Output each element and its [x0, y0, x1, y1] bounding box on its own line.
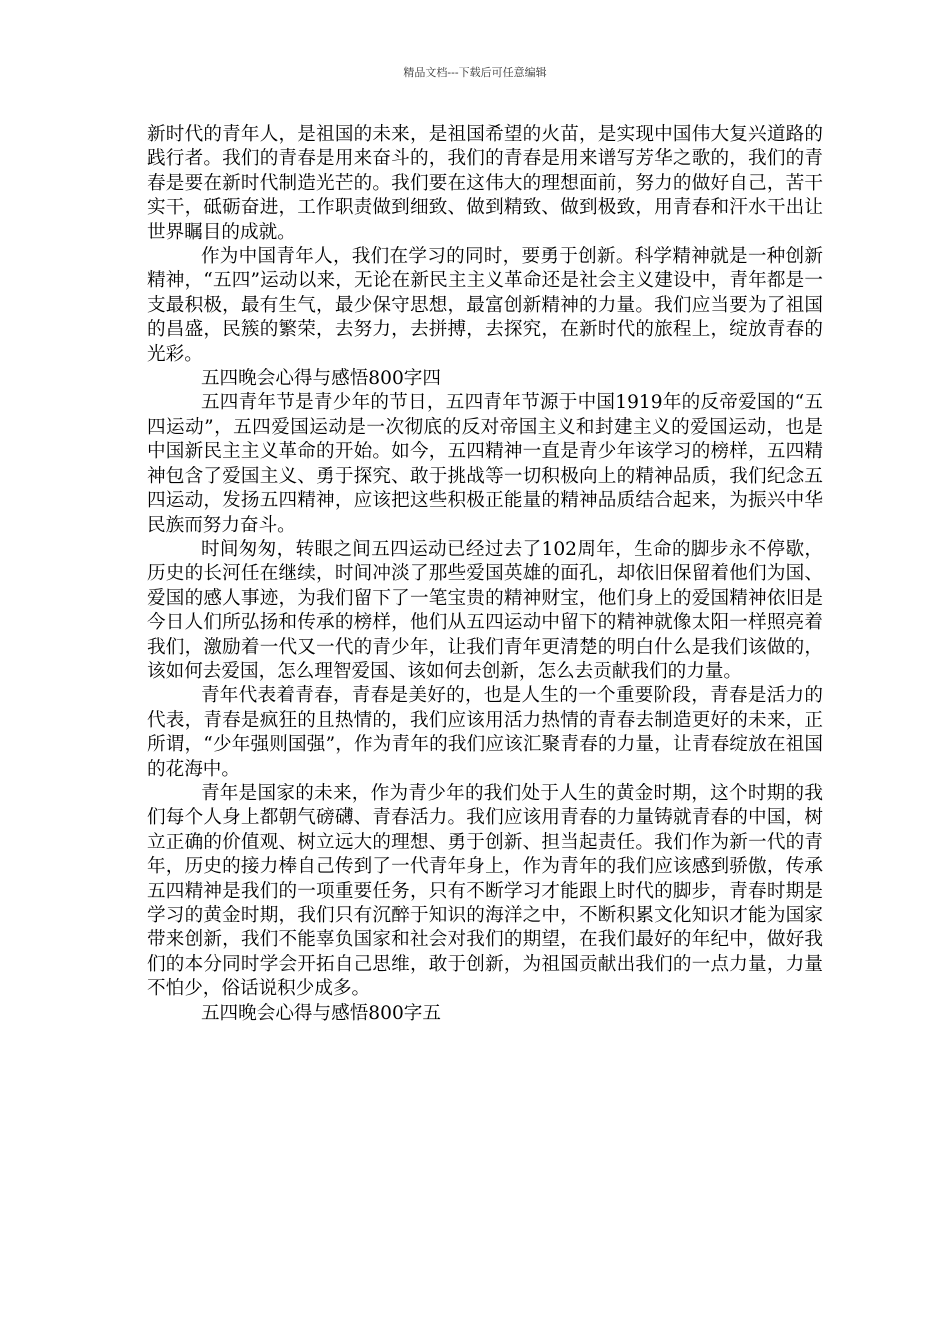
page-header: 精品文档---下载后可任意编辑 — [403, 66, 547, 79]
document-body — [147, 123, 823, 1026]
paragraph: 新时代的青年人，是祖国的未来，是祖国希望的火苗，是实现中国伟大复兴道路的践行者。我们的青春是用来奋斗的，我们的青春是用来谱写芳华之歌的，我们的青春是要在新时代制造光芒的。我们要在这伟大的理想面前，努力的做好自己，苦干实干，砥砺奋进，工作职责做到细致、做到精致、做到极致，用青春和汗水干出让世界瞩目的成就。 — [147, 124, 823, 243]
paragraph: 五四青年节是青少年的节日，五四青年节源于中国1919年的反帝爱国的“五四运动”，五四爱国运动是一次彻底的反对帝国主义和封建主义的爱国运动，也是中国新民主主义革命的开始。如今，五四精神一直是青少年该学习的榜样，五四精神包含了爱国主义、勇于探究、敢于挑战等一切积极向上的精神品质，我们纪念五四运动，发扬五四精神，应该把这些积极正能量的精神品质结合起来，为振兴中华民族而努力奋斗。 — [147, 392, 823, 536]
paragraph: 青年是国家的未来，作为青少年的我们处于人生的黄金时期，这个时期的我们每个人身上都朝气磅礴、青春活力。我们应该用青春的力量铸就青春的中国，树立正确的价值观、树立远大的理想、勇于创新、担当起责任。我们作为新一代的青年，历史的接力棒自己传到了一代青年身上，作为青年的我们应该感到骄傲，传承五四精神是我们的一项重要任务，只有不断学习才能跟上时代的脚步，青春时期是学习的黄金时期，我们只有沉醉于知识的海洋之中，不断积累文化知识才能为国家带来创新，我们不能辜负国家和社会对我们的期望，在我们最好的年纪中，做好我们的本分同时学会开拓自己思维，敢于创新，为祖国贡献出我们的一点力量，力量不怕少，俗话说积少成多。 — [147, 782, 823, 1000]
paragraph: 时间匆匆，转眼之间五四运动已经过去了102周年，生命的脚步永不停歇，历史的长河任在继续，时间冲淡了那些爱国英雄的面孔，却依旧保留着他们为国、爱国的感人事迹，为我们留下了一笔宝贵的精神财宝，他们身上的爱国精神依旧是今日人们所弘扬和传承的榜样，他们从五四运动中留下的精神就像太阳一样照亮着我们，激励着一代又一代的青少年，让我们青年更清楚的明白什么是我们该做的，该如何去爱国，怎么理智爱国、该如何去创新，怎么去贡献我们的力量。 — [147, 538, 823, 682]
section-heading: 五四晚会心得与感悟800字五 — [200, 1002, 441, 1024]
paragraph: 青年代表着青春，青春是美好的，也是人生的一个重要阶段，青春是活力的代表，青春是疯狂的且热情的，我们应该用活力热情的青春去制造更好的未来，正所谓，“少年强则国强”，作为青年的我们应该汇聚青春的力量，让青春绽放在祖国的花海中。 — [147, 685, 823, 780]
section-heading: 五四晚会心得与感悟800字四 — [200, 368, 441, 390]
paragraph: 作为中国青年人，我们在学习的同时，要勇于创新。科学精神就是一种创新精神，“五四”运动以来，无论在新民主主义革命还是社会主义建设中，青年都是一支最积极，最有生气，最少保守思想，最富创新精神的力量。我们应当要为了祖国的昌盛，民簇的繁荣，去努力，去拼搏，去探究，在新时代的旅程上，绽放青春的光彩。 — [147, 246, 823, 365]
